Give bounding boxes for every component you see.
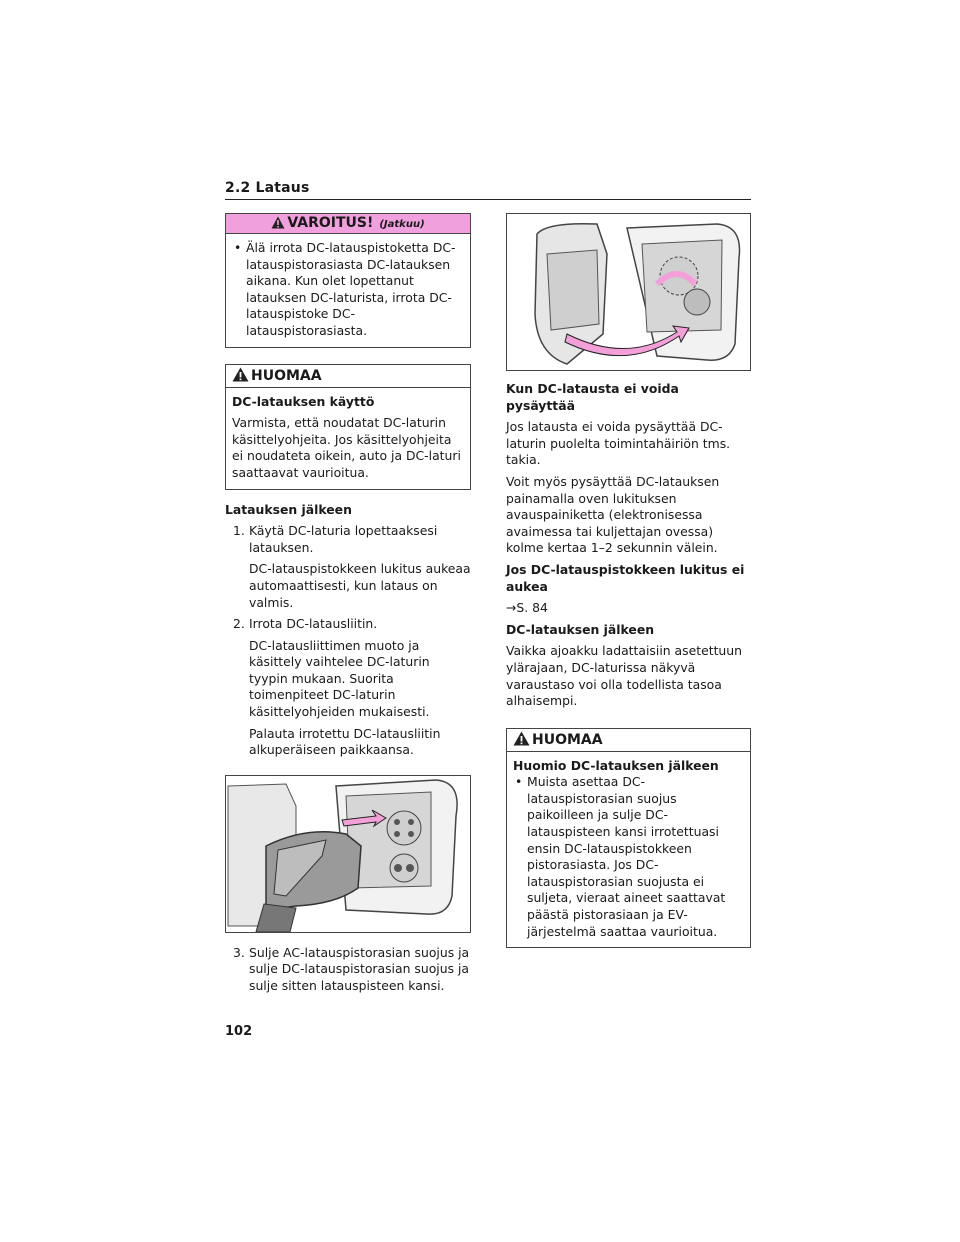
step-1 xyxy=(233,523,471,556)
step-3 xyxy=(233,945,471,995)
notice-text: Varmista, että noudatat DC-laturin käsittelyohjeita. Jos käsittelyohjeita ei noudateta oikein, auto ja DC-laturi saattaavat vaurioitua. xyxy=(232,415,461,480)
section-title: 2.2 Lataus xyxy=(225,180,310,196)
notice-title: HUOMAA xyxy=(251,367,322,384)
step-1-text: Käytä DC-laturia lopettaaksesi latauksen. xyxy=(249,523,438,555)
after-dc-heading: DC-latauksen jälkeen xyxy=(506,621,655,637)
notice-box-2 xyxy=(506,728,751,949)
header-divider xyxy=(225,199,751,200)
figure-socket-cover xyxy=(506,213,751,371)
cannot-stop-text: Jos latausta ei voida pysäyttää DC-laturin puolelta toimintahäiriön tms. takia. xyxy=(506,419,731,468)
page-number: 102 xyxy=(225,1024,253,1039)
warning-box xyxy=(225,213,471,348)
step-2-text: Irrota DC-latausliitin. xyxy=(249,616,378,632)
notice-2-header xyxy=(507,729,750,752)
step-2 xyxy=(233,616,471,633)
warning-continued: (Jatkuu) xyxy=(379,219,425,230)
notice-2-heading: Huomio DC-latauksen jälkeen xyxy=(513,757,719,773)
notice-box xyxy=(225,364,471,490)
notice-header xyxy=(226,365,470,388)
caution-triangle-icon xyxy=(232,367,249,389)
step-2-note-1: DC-latausliittimen muoto ja käsittely vaihtelee DC-laturin tyypin mukaan. Suorita toimenpiteet DC-laturin käsittelyohjeiden mukaisesti. xyxy=(249,637,430,720)
step-3-text: Sulje AC-latauspistorasian suojus ja sulje DC-latauspistorasian suojus ja sulje sitten latauspisteen kansi. xyxy=(249,944,470,994)
after-dc-text: Vaikka ajoakku ladattaisiin asetettuun ylärajaan, DC-laturissa näkyvä varaustaso voi olla todellista tasoa alhaisempi. xyxy=(506,643,742,709)
figure-charger-plug xyxy=(225,775,471,933)
warning-triangle-icon xyxy=(271,216,285,235)
notice-heading: DC-latauksen käyttö xyxy=(232,393,375,409)
notice-2-title: HUOMAA xyxy=(532,731,603,748)
warning-header xyxy=(226,214,470,234)
step-1-note: DC-latauspistokkeen lukitus aukeaa automaattisesti, kun lataus on valmis. xyxy=(249,561,471,610)
step-1-number: 1. xyxy=(233,523,245,539)
step-3-number: 3. xyxy=(233,944,245,960)
step-2-note-2: Palauta irrotettu DC-latausliitin alkuperäiseen paikkaansa. xyxy=(249,725,441,758)
page-reference: →S. 84 xyxy=(506,600,548,616)
right-column xyxy=(506,213,751,960)
after-charging-heading: Latauksen jälkeen xyxy=(225,501,352,517)
caution-triangle-icon xyxy=(513,731,530,753)
lock-heading: Jos DC-latauspistokkeen lukitus ei aukea xyxy=(506,561,745,594)
warning-title: VAROITUS! xyxy=(287,215,374,231)
warning-item: • Älä irrota DC-latauspistoketta DC-latauspistorasiasta DC-latauksen aikana. Kun olet lopettanut latauksen DC-laturista, irrota DC-latauspistoke DC-latauspistorasiasta. xyxy=(232,240,464,340)
stop-button-text: Voit myös pysäyttää DC-latauksen painamalla oven lukituksen avauspainiketta (elektronisessa avaimessa tai kuljettajan ovessa) kolme kertaa 1–2 sekunnin välein. xyxy=(506,473,720,556)
left-column xyxy=(225,213,471,1000)
notice-2-item: • Muista asettaa DC-latauspistorasian suojus paikoilleen ja sulje DC-latauspisteen kansi irrotettuasi ensin DC-latauspistokkeen pistorasiasta. Jos DC-latauspistorasian suojusta ei suljeta, vieraat aineet saattavat päästä pistorasiaan ja EV-järjestelmä saattaa vaurioitua. xyxy=(513,774,744,940)
cannot-stop-heading: Kun DC-latausta ei voida pysäyttää xyxy=(506,381,679,413)
step-2-number: 2. xyxy=(233,616,245,632)
